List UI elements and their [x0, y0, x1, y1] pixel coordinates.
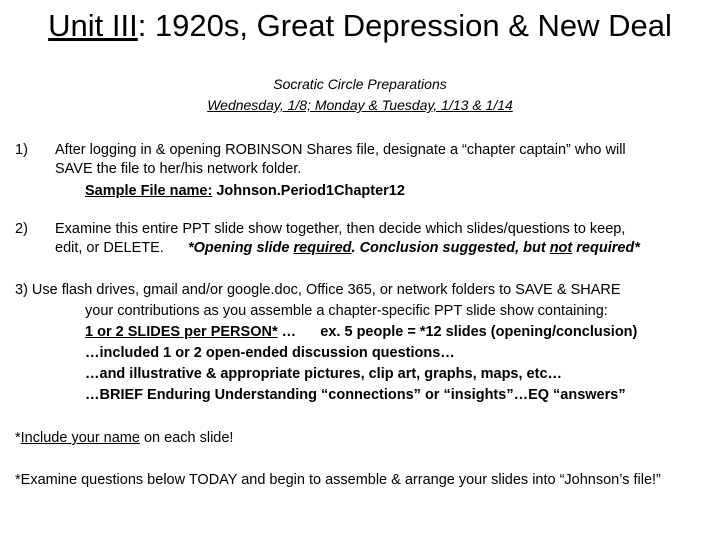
item1-number: 1) — [15, 142, 28, 158]
item2-emph-a: *Opening slide — [187, 240, 294, 256]
item1-line1: After logging in & opening ROBINSON Shares file, designate a “chapter captain” who will — [55, 142, 626, 158]
note1-emphasis: Include your name — [20, 430, 140, 446]
item2-line2-plain: edit, or DELETE. — [55, 240, 188, 256]
item2-number: 2) — [15, 221, 28, 237]
note-include-name — [15, 428, 710, 448]
sample-file-label: Sample File name: — [85, 183, 213, 199]
item3-line5: …and illustrative & appropriate pictures, clip art, graphs, maps, etc… — [85, 366, 563, 382]
item2-emph-b: . Conclusion suggested, but — [351, 240, 550, 256]
note1-suffix: on each slide! — [139, 430, 234, 446]
note1-prefix: * — [15, 430, 21, 446]
item2-emph-c: required* — [572, 240, 640, 256]
title-rest: : 1920s, Great Depression & New Deal — [137, 8, 672, 43]
subheading-dates: Wednesday, 1/8; Monday & Tuesday, 1/13 & 1/14 — [207, 97, 513, 113]
item2-line2 — [55, 239, 715, 258]
item2-emph-required: required — [293, 240, 352, 256]
item2-text — [55, 220, 715, 258]
subheading-title: Socratic Circle Preparations — [273, 76, 447, 92]
item2-emph-not: not — [549, 240, 573, 256]
item1-sample — [55, 182, 715, 201]
item1-text — [55, 141, 715, 201]
item3-slides-per-person: 1 or 2 SLIDES per PERSON* — [85, 324, 278, 340]
item3-line4: …included 1 or 2 open-ended discussion questions… — [85, 345, 455, 361]
item3-example: … ex. 5 people = *12 slides (opening/conclusion) — [277, 324, 638, 340]
slide-title — [0, 6, 720, 46]
item3-line3 — [15, 322, 715, 343]
item2-line1: Examine this entire PPT slide show together, then decide which slides/questions to keep, — [55, 221, 626, 237]
title-unit: Unit III — [48, 8, 138, 43]
item3-text — [15, 280, 715, 406]
item3-line1: 3) Use flash drives, gmail and/or google.doc, Office 365, or network folders to SAVE & SHARE — [15, 282, 621, 298]
item2-emphasis — [188, 240, 640, 256]
sample-file-value: Johnson.Period1Chapter12 — [212, 183, 405, 199]
note-examine-questions: *Examine questions below TODAY and begin to assemble & arrange your slides into “Johnson’s file!” — [15, 472, 661, 488]
item3-line6: …BRIEF Enduring Understanding “connections” or “insights”…EQ “answers” — [85, 387, 626, 403]
item1-line2: SAVE the file to her/his network folder. — [55, 161, 302, 177]
item3-line2: your contributions as you assemble a chapter-specific PPT slide show containing: — [85, 303, 608, 319]
